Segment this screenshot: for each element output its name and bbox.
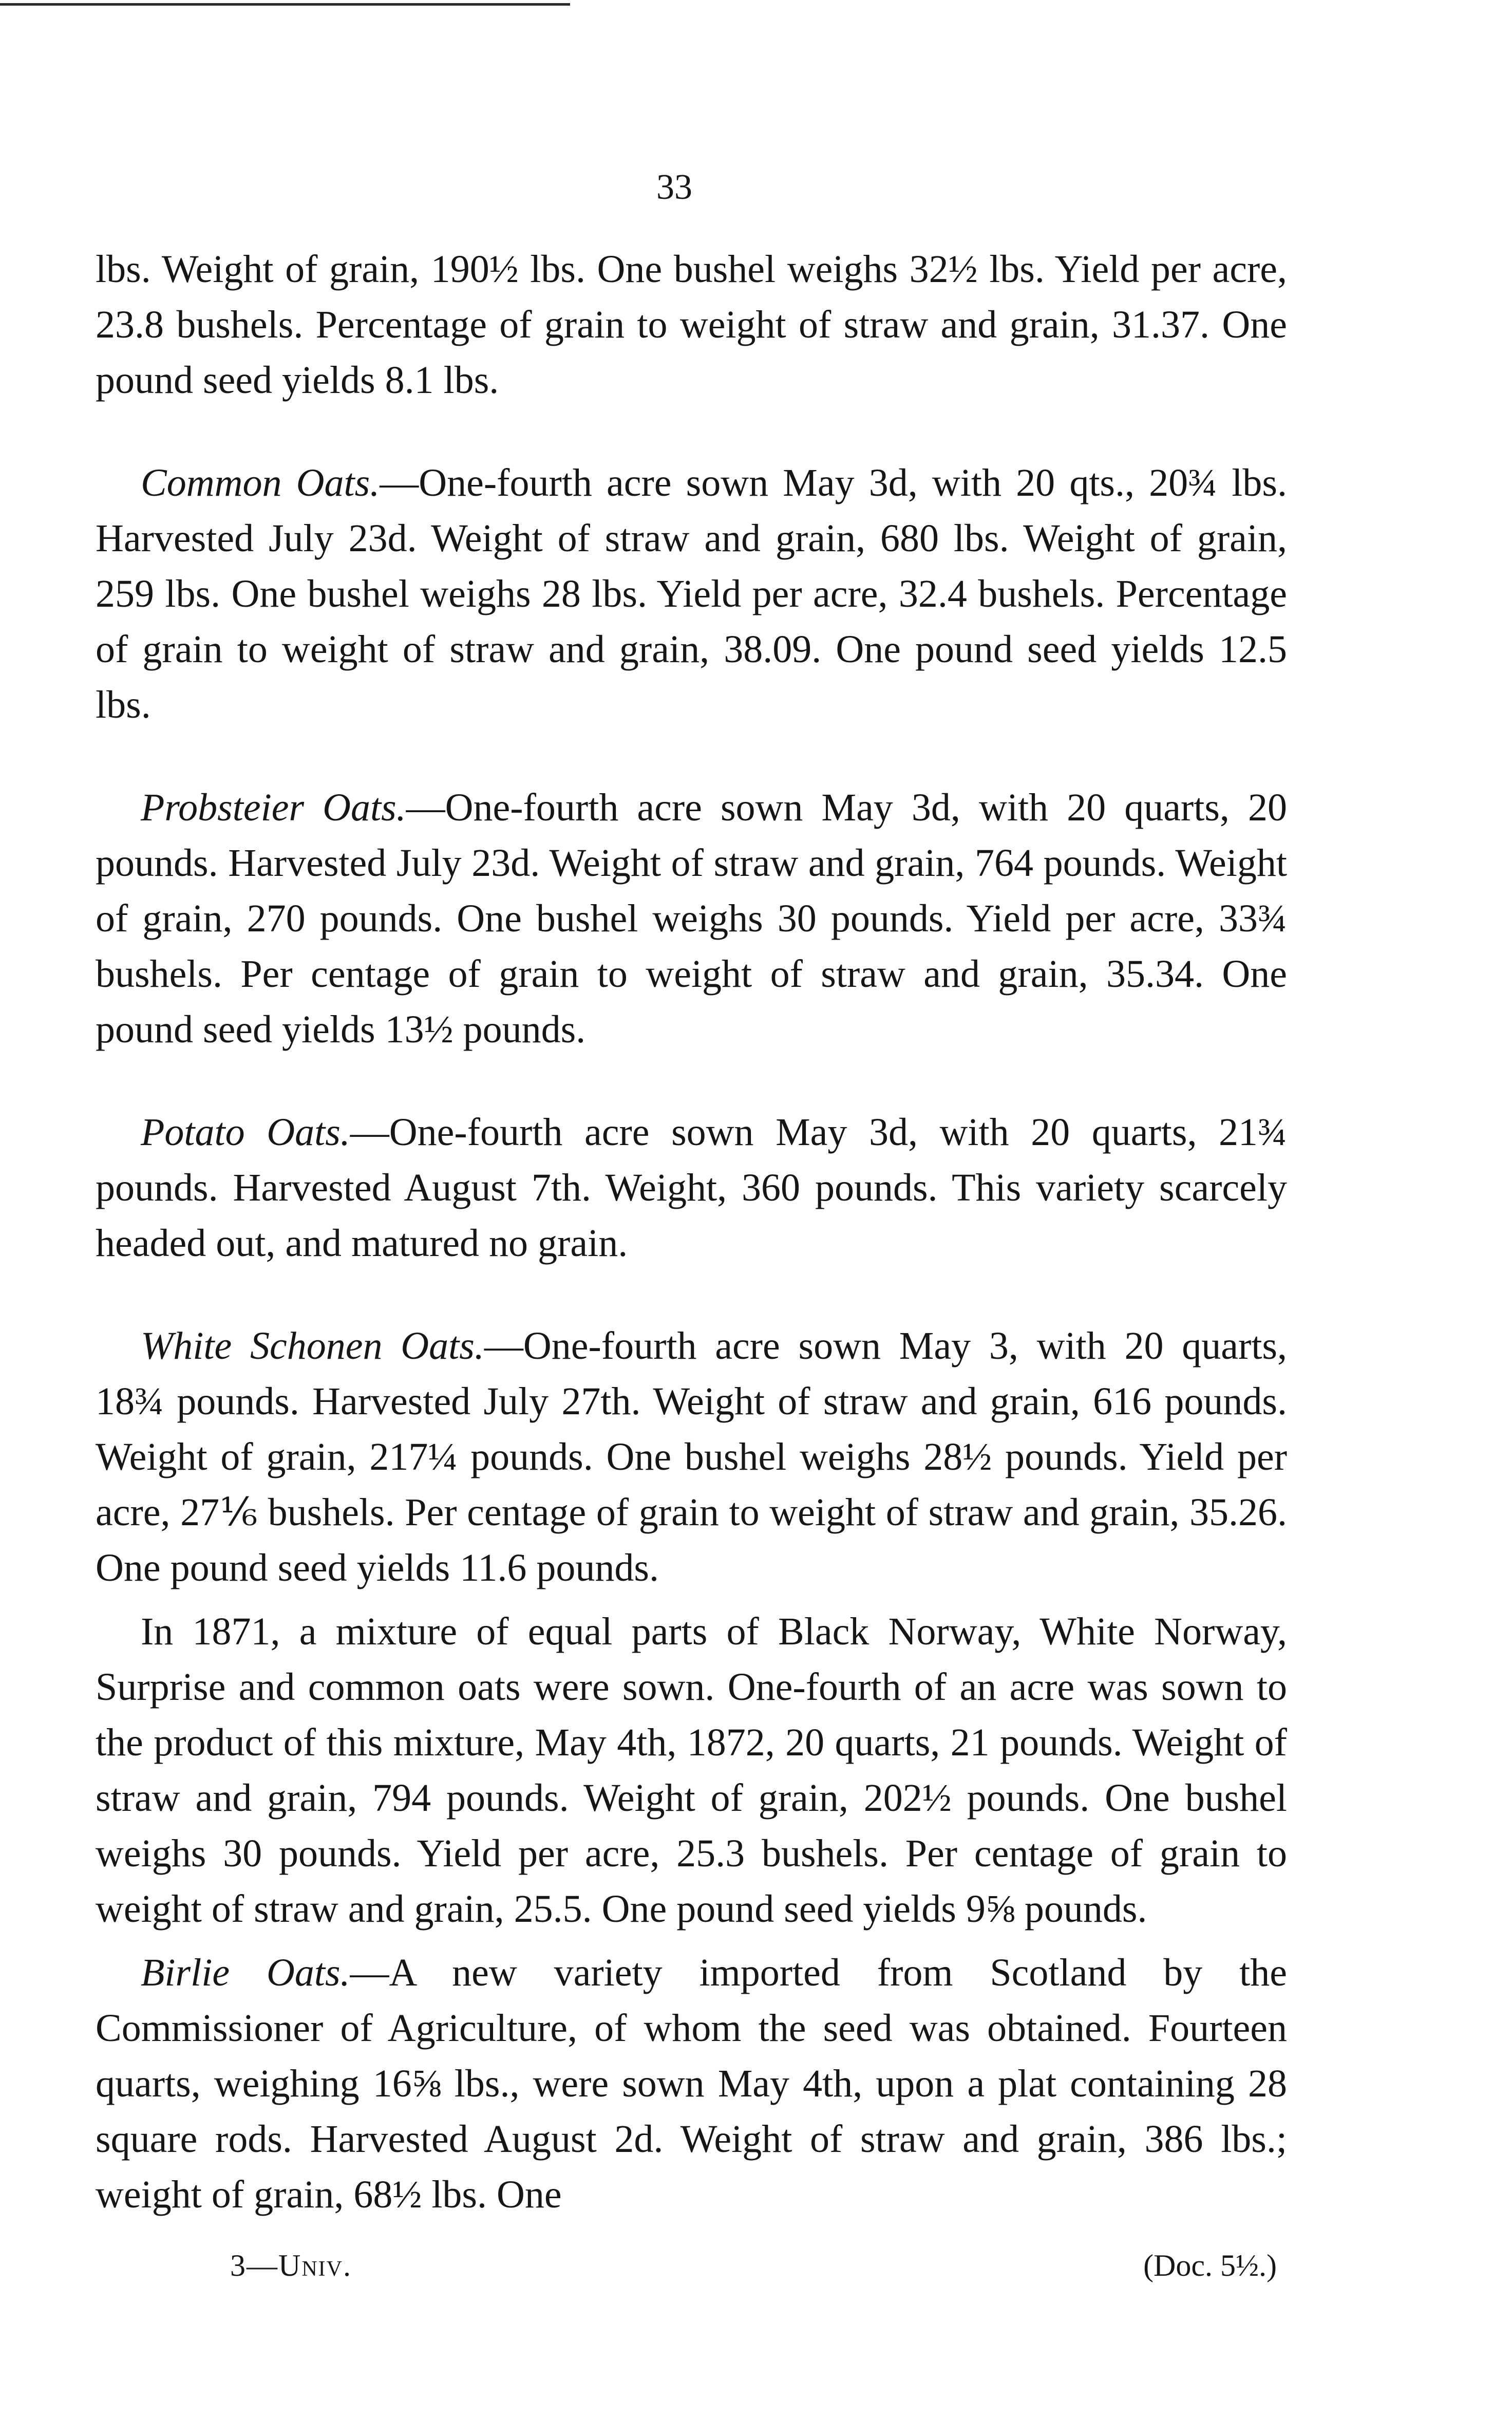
paragraph-probsteier-oats [96,780,1287,1057]
paragraph-text: —One-fourth acre sown May 3d, with 20 quarts, 20 pounds. Harvested July 23d. Weight of straw and grain, 764 pounds. Weight of grain, 270 pounds. One bushel weighs 30 pounds. Yield per acre, 33¾ bushels. Per centage of grain to weight of straw and grain, 35.34. One pound seed yields 13½ pounds. [96,786,1287,1051]
signature-mark: 3—Univ. [230,2249,352,2282]
paragraph-mixture-1871 [96,1604,1287,1937]
variety-name: White Schonen Oats. [141,1324,484,1368]
variety-name: Common Oats. [141,461,380,504]
document-reference: (Doc. 5½.) [1143,2249,1277,2282]
variety-name: Potato Oats. [141,1111,350,1154]
variety-name: Probsteier Oats. [141,786,406,829]
text-body [96,241,1287,2222]
paragraph-text: —One-fourth acre sown May 3d, with 20 quarts, 21¾ pounds. Harvested August 7th. Weight, 360 pounds. This variety scarcely headed out, and matured no grain. [96,1111,1288,1265]
paragraph-potato-oats [96,1104,1287,1271]
paragraph-birlie-oats [96,1945,1287,2222]
paragraph-continuation [96,241,1287,408]
paragraph-text: —A new variety imported from Scotland by the Commissioner of Agriculture, of whom the seed was obtained. Fourteen quarts, weighing 16⅝ lbs., were sown May 4th, upon a plat containing 28 square rods. Harvested August 2d. Weight of straw and grain, 386 lbs.; weight of grain, 68½ lbs. One [96,1951,1287,2216]
paragraph-text: In 1871, a mixture of equal parts of Black Norway, White Norway, Surprise and common oats were sown. One-fourth of an acre was sown to the product of this mixture, May 4th, 1872, 20 quarts, 21 pounds. Weight of straw and grain, 794 pounds. Weight of grain, 202½ pounds. One bushel weighs 30 pounds. Yield per acre, 25.3 bushels. Per centage of grain to weight of straw and grain, 25.5. One pound seed yields 9⅝ pounds. [96,1610,1287,1931]
paragraph-white-schonen-oats [96,1318,1287,1596]
paragraph-text: —One-fourth acre sown May 3, with 20 quarts, 18¾ pounds. Harvested July 27th. Weight of straw and grain, 616 pounds. Weight of grain, 217¼ pounds. One bushel weighs 28½ pounds. Yield per acre, 27⅙ bushels. Per centage of grain to weight of straw and grain, 35.26. One pound seed yields 11.6 pounds. [96,1324,1288,1589]
paragraph-common-oats [96,455,1287,733]
top-rule [0,3,570,6]
variety-name: Birlie Oats. [141,1951,350,1994]
page-number: 33 [656,167,692,207]
paragraph-text: —One-fourth acre sown May 3d, with 20 qts., 20¾ lbs. Harvested July 23d. Weight of straw and grain, 680 lbs. Weight of grain, 259 lbs. One bushel weighs 28 lbs. Yield per acre, 32.4 bushels. Percentage of grain to weight of straw and grain, 38.09. One pound seed yields 12.5 lbs. [96,461,1287,726]
paragraph-text: lbs. Weight of grain, 190½ lbs. One bushel weighs 32½ lbs. Yield per acre, 23.8 bushels. Percentage of grain to weight of straw and grain, 31.37. One pound seed yields 8.1 lbs. [96,248,1287,402]
